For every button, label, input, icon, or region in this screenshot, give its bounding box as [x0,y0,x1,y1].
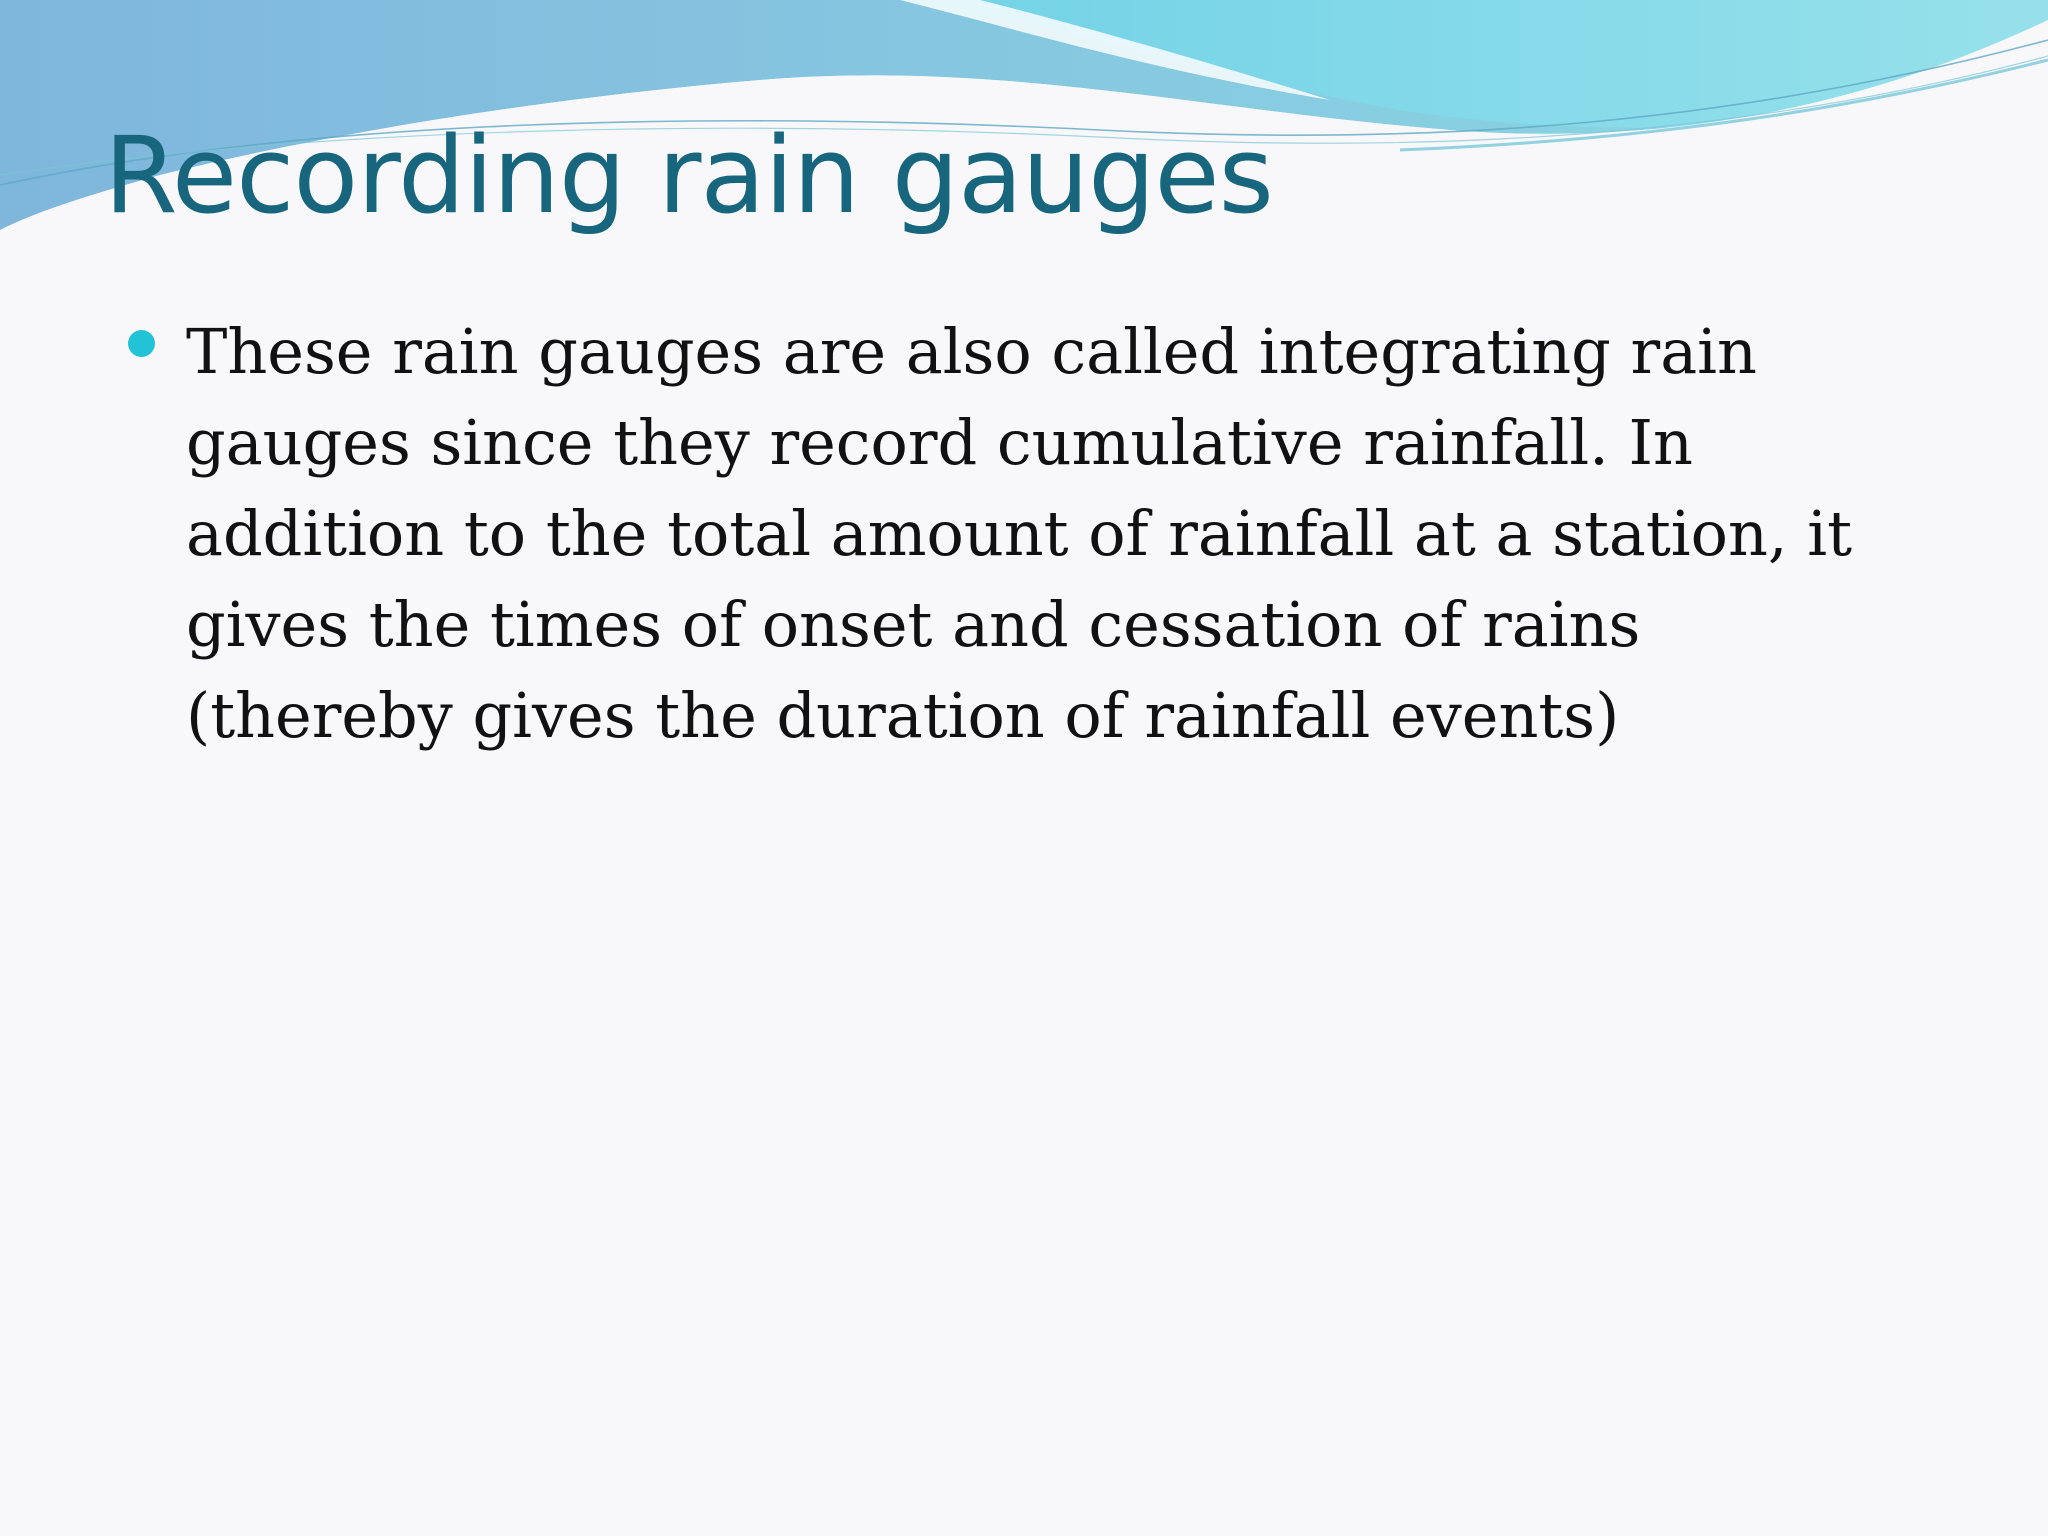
bullet-list [128,306,1928,761]
bullet-dot-icon [128,330,155,357]
bullet-text-line: gives the times of onset and cessation of rains [186,588,1641,661]
bullet-text-line: gauges since they record cumulative rainfall. In [186,406,1693,479]
slide-title: Recording rain gauges [104,114,1273,237]
bullet-item [128,306,1928,761]
bullet-text-line: (thereby gives the duration of rainfall events) [186,679,1620,752]
bullet-text-line: addition to the total amount of rainfall at a station, it [186,497,1853,570]
bullet-text-line: These rain gauges are also called integrating rain [186,315,1757,388]
